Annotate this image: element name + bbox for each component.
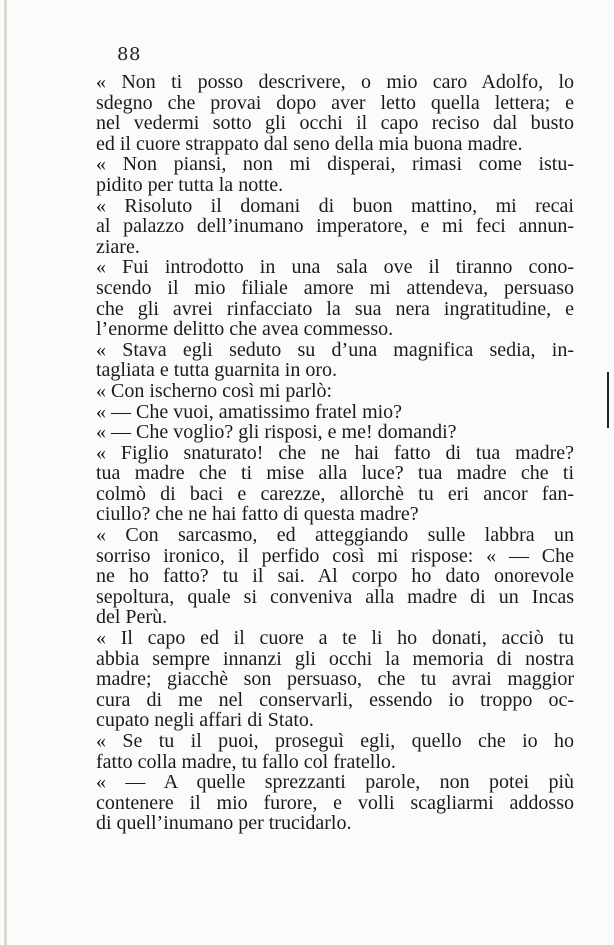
text-line: tua madre che ti mise alla luce? tua madre che ti bbox=[96, 462, 574, 485]
text-line: « Con sarcasmo, ed atteggiando sulle labbra un bbox=[96, 524, 574, 547]
text-line: fatto colla madre, tu fallo col fratello. bbox=[96, 750, 396, 773]
text-line: del Perù. bbox=[96, 606, 168, 629]
text-line: « Il capo ed il cuore a te li ho donati, acciò tu bbox=[96, 627, 574, 650]
text-line: che gli avrei rinfacciato la sua nera ingratitudine, e bbox=[96, 297, 574, 320]
text-line: cupato negli affari di Stato. bbox=[96, 709, 314, 732]
text-line: tagliata e tutta guarnita in oro. bbox=[96, 359, 338, 382]
text-line: « — A quelle sprezzanti parole, non potei più bbox=[96, 771, 574, 794]
text-line: « Non ti posso descrivere, o mio caro Adolfo, lo bbox=[96, 71, 574, 93]
text-line: pidito per tutta la notte. bbox=[96, 173, 284, 196]
text-line: « Figlio snaturato! che ne hai fatto di tua madre? bbox=[96, 441, 574, 464]
text-line: cura di me nel conservarli, essendo io troppo oc- bbox=[96, 688, 574, 711]
text-line: colmò di baci e carezze, allorchè tu eri ancor fan- bbox=[96, 482, 574, 505]
text-line: « Se tu il puoi, proseguì egli, quello che io ho bbox=[96, 730, 574, 752]
page-edge-shadow bbox=[4, 0, 7, 945]
text-line: nel vedermi sotto gli occhi il capo reciso dal busto bbox=[96, 112, 574, 135]
text-line: abbia sempre innanzi gli occhi la memoria di nostra bbox=[96, 647, 574, 670]
text-line: « Risoluto il domani di buon mattino, mi recai bbox=[96, 194, 574, 217]
text-line: « Non piansi, non mi disperai, rimasi come istu- bbox=[96, 153, 574, 176]
margin-mark bbox=[607, 372, 609, 428]
text-line: scendo il mio filiale amore mi attendeva, persuaso bbox=[96, 276, 574, 299]
text-line: madre; giacchè son persuaso, che tu avrai maggior bbox=[96, 668, 574, 691]
text-line: « Fui introdotto in una sala ove il tiranno cono- bbox=[96, 256, 574, 279]
text-line: al palazzo dell’inumano imperatore, e mi feci annun- bbox=[96, 215, 574, 238]
text-line: sepoltura, quale si conveniva alla madre di un Incas bbox=[96, 585, 574, 608]
text-line: contenere il mio furore, e volli scagliarmi addosso bbox=[96, 791, 574, 814]
text-line: sdegno che provai dopo aver letto quella lettera; e bbox=[96, 91, 574, 114]
text-line: ziare. bbox=[96, 235, 140, 258]
text-line: ed il cuore strappato dal seno della mia buona madre. bbox=[96, 132, 523, 155]
text-line: sorriso ironico, il perfido così mi rispose: « — Che bbox=[96, 544, 574, 567]
text-line: di quell’inumano per trucidarlo. bbox=[96, 812, 352, 835]
text-line: « — Che voglio? gli risposi, e me! domandi? bbox=[96, 421, 457, 444]
body-text bbox=[96, 72, 574, 834]
text-line: ciullo? che ne hai fatto di questa madre? bbox=[96, 503, 419, 526]
text-line: « Con ischerno così mi parlò: bbox=[96, 379, 333, 402]
text-line: « — Che vuoi, amatissimo fratel mio? bbox=[96, 400, 403, 423]
page-number: 88 bbox=[117, 44, 141, 65]
text-line: « Stava egli seduto su d’una magnifica sedia, in- bbox=[96, 338, 574, 361]
text-line: l’enorme delitto che avea commesso. bbox=[96, 318, 394, 341]
text-line: ne ho fatto? tu il sai. Al corpo ho dato onorevole bbox=[96, 565, 574, 588]
